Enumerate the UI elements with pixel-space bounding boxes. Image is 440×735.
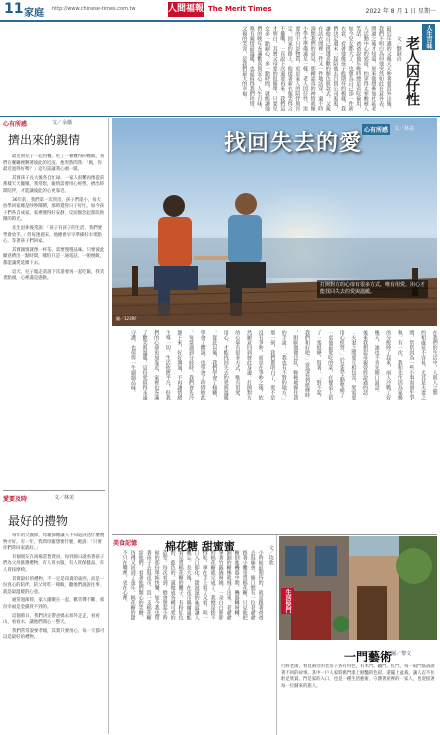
text-column: 幾天，誰也不肯先開口說話。 <box>373 330 380 395</box>
text-column: 了一張紙條，寫著：「對不起， <box>315 330 322 400</box>
column-divider <box>276 535 277 735</box>
column-tag: 人生百味 <box>422 24 435 50</box>
paragraph: 這個節日，我們決定帶爸媽去郊外走走，看看山，看看水，讓他們開心一整天。 <box>3 613 100 626</box>
article-title: 棉花糖 甜蜜蜜 <box>165 540 235 553</box>
paragraph: 通常過節時，家人團聚在一起，歡笑聲不斷，那份幸福是金錢買不到的。 <box>3 598 105 610</box>
text-column: 候的那份單純快樂。如今我也帶 <box>153 550 160 620</box>
text-column: 問過之後才知道，原來他想參加社區老 <box>370 26 377 111</box>
text-column: 。每當遇到分歧時，我們會先冷 <box>187 330 194 400</box>
text-column: 用心，才能找回失去的愛與溫暖 <box>222 330 229 400</box>
paragraph: 其實親情就像一杯茶，需要慢慢品味。只要彼此願意擠出一點時間，哪怕只是一通電話、一頓便飯，都能讓愛延續下去。 <box>3 247 105 266</box>
text-column: 。從此以後，我們學會了傾聽， <box>211 330 218 400</box>
text-column: 最近年邁的父親天天吵著要買外出服， <box>385 26 392 111</box>
text-column: 父親的笑容，是我們最大的幸福。 <box>241 26 248 101</box>
paragraph: 其實最好的禮物，不一定是昂貴的東西，而是一份真心的陪伴。陪父母吃一頓飯，聽他們說說往事，就是最溫暖的心意。 <box>3 576 105 595</box>
text-column: 小時候最期待的，就是跟著爸爸 <box>257 550 264 620</box>
article-author: 文／林美 <box>54 495 75 501</box>
paragraph: 其實孩子長大後各自忙碌，一家人很難再像從前那樣天天團聚。我常想，親情需要用心經營，擠出時間陪伴，才能讓彼此的心更靠近。 <box>3 175 105 194</box>
text-column: 在我們的生活中，人與人之間 <box>431 330 438 395</box>
text-column: 那一刻，我們都明白了，愛不是 <box>269 330 276 400</box>
text-column: 拿著竹籤繞呀繞，一朵白白胖胖 <box>217 550 224 620</box>
text-column: 守護，也值得一生細細品味。 <box>129 330 136 395</box>
text-column: 去逛廟會。廟口總有一位老爺爺 <box>249 550 256 620</box>
text-column: 要的不只是物質，更是家人的陪伴與肯 <box>294 26 301 111</box>
text-column: 女多一點耐心，多一點時間，就能讓他 <box>263 26 270 111</box>
divider <box>0 116 440 117</box>
column-tag: 生活快門 <box>281 588 294 614</box>
paragraph: 最近與兒子一起用餐，吃了一頓難得的晚飯。我們在餐廳裡聊著彼此的近況，他突然問我：「媽，你最近過得好嗎？」這句話讓我心頭一暖。 <box>3 154 105 173</box>
column-tag: 愛要及時 <box>3 496 28 503</box>
text-column: 才明白，其實父母要的很簡單，只要兒 <box>271 26 278 111</box>
article-body <box>3 154 105 479</box>
text-column: 的分配吵了起來，兩人冷戰了好 <box>385 330 392 400</box>
newspaper-logo: 人間福報 <box>168 2 204 17</box>
text-column: 衣裳。看著他像孩子般期待的模樣，我 <box>339 26 346 111</box>
text-column: 在試衣間裡一件又一件地試穿，還不時 <box>317 26 324 111</box>
text-column: 看見賣棉花糖的攤子，有粉紅色 <box>177 550 184 620</box>
feature-title: 找回失去的愛 <box>224 130 363 156</box>
text-column: ，眼眶微微泛紅，輕輕地握住我 <box>292 330 299 400</box>
text-column: 們決定週末一起陪他去百貨公司逛逛， <box>332 26 339 111</box>
text-column: 的相處並不容易，尤其是夫妻之 <box>419 330 426 400</box>
text-column: 定。回家的路上，他提著新衣服笑得合 <box>286 26 293 111</box>
text-column: 唯有親情最溫暖，也最值得我們珍惜。 <box>248 26 255 111</box>
text-column: 間，常常因為一些小事而發生爭 <box>408 330 415 400</box>
text-column: 的、藍色的，還做成各種可愛的 <box>169 550 176 620</box>
text-column: 了歡笑與溫暖，這份愛值得永遠 <box>141 330 148 400</box>
photo-credit: 圖／123RF <box>116 316 137 321</box>
text-column: 讓他自己挑選喜歡的顏色與款式。父親 <box>324 26 331 111</box>
text-column: 執。有一次，我和先生因為家務 <box>396 330 403 400</box>
website-url[interactable]: http://www.chinese-times.com.tw <box>52 6 136 12</box>
old-street-image <box>279 536 437 640</box>
text-column: 不只在嘴裡，更在心裡。 <box>121 550 128 605</box>
door-article-title: 一門藝術 <box>344 650 393 664</box>
door-article-author: 文圖／黎文 <box>386 651 412 657</box>
article-title: 最好的禮物 <box>8 514 69 528</box>
article-body <box>3 533 105 731</box>
paragraph: 這天，兒子臨走前說下次還要再一起吃飯，我笑著點頭，心裡滿是感動。 <box>3 269 105 282</box>
feature-photo <box>112 118 437 326</box>
page-number: 11 <box>4 1 24 17</box>
text-column: 主導一切。生活依舊平凡，但我 <box>164 330 171 400</box>
door-photo <box>279 536 437 640</box>
article-author: 文／余薇 <box>52 120 73 126</box>
column-tag: 美食記憶 <box>113 540 138 547</box>
article-title: 擠出來的親情 <box>8 133 81 147</box>
text-column: 然願意回到彼此身邊。打開對方 <box>245 330 252 400</box>
paragraph: 先生退休後常說：「孩子有孩子的生活，我們要學會放手。」但每逢週末，他總會早早準備好水果點心，等著孩子們回家。 <box>3 225 103 245</box>
text-column: 笑話。爸爸說他年輕時總是省吃儉用， <box>355 26 362 111</box>
paragraph: 36年前，我們第一次買房，孩子們還小，每天放學回家總是吵吵鬧鬧，那時覺得日子好忙。如今孩子們各自成家，家裡變得好安靜，反而懷念起那段熱鬧的時光。 <box>3 197 104 223</box>
text-column: 推著小攤車賣棉花糖，只見他把 <box>241 550 248 620</box>
issue-date: 2022 年 8 月 1 日 星期一 <box>365 8 436 15</box>
text-column: 細細的糖絲就飛了出來。老爺爺 <box>225 550 232 620</box>
text-column: 的心扉有很多方式，唯有用愛、 <box>234 330 241 400</box>
page-header <box>0 0 440 22</box>
paragraph: 每年的父親節，母親節總讓人不知道該送什麼禮物才好。有一年，我問母親想要什麼，她說：「只要你們常回家就好。」 <box>3 533 105 552</box>
text-column: 不攏嘴，一直說下次還要再來。我們這 <box>279 26 286 111</box>
photo-caption: 打開對方的心扉有很多方式，唯有用愛、用心才能找回失去的愛與溫暖。 <box>317 280 428 298</box>
newspaper-logo-en: The Merit Times <box>208 5 272 13</box>
column-divider <box>108 118 109 734</box>
door-article-body: 行經老街，看見兩旁的老房子各有特色，有木門、鐵門、紅門，每一扇門都訴說著不同的故事。其中一戶人家將舊門漆上鮮豔的色彩，還擺上盆栽，讓人忍不住駐足欣賞。門是家的入口，也是一種生活藝術，守護著屋裡的一家人，也迎接著每一位歸來的旅人。 <box>281 664 435 689</box>
text-column: 學會了體諒，也學會了珍惜彼此 <box>199 330 206 400</box>
text-column: 我們和好吧。」當他看到紙條時 <box>303 330 310 398</box>
divider <box>112 534 437 535</box>
paragraph: 我們常常說要孝順，其實只要用心，每一天都可以是最好的禮物。 <box>3 628 105 641</box>
text-column: 糖倒進機器中間，機器轉呀轉， <box>233 550 240 620</box>
text-column: 造型。每次看到，總會想起小時 <box>161 550 168 620</box>
text-column: 用心經營。」於是我主動準備了 <box>338 330 345 398</box>
text-column: 一桌他最愛吃的菜，在餐桌上留 <box>327 330 334 400</box>
text-column: 們的心卻更加靠近，家裡也充滿 <box>153 330 160 400</box>
paragraph: 有個朋友在商場當售貨員，每到節日就看著孩子們為父母挑選禮物，有人買衣服，有人買保健品，有人買按摩椅。 <box>3 554 105 573</box>
text-column: 著孩子去逛夜市，買一支棉花糖 <box>145 550 152 620</box>
text-column: 彷彿又回到了童年。棉花糖的甜 <box>129 550 136 620</box>
text-column: 口入口即化，甜滋滋的味道讓人 <box>193 550 200 620</box>
text-column: 的棉花糖就完成了。我總是捨不 <box>209 550 216 620</box>
text-column: 得吃，拿在手上看了又看，咬一 <box>201 550 208 620</box>
article-title: 老人因仔性 <box>404 36 420 106</box>
text-column: 給他們，看著他們開心的笑臉， <box>137 550 144 620</box>
text-column: 詢問我們的意見，那種認真的神情就像 <box>309 26 316 111</box>
text-column: 後來我想起母親曾經說過的話： <box>361 330 368 400</box>
article-author: 文／玫欣 <box>267 545 274 565</box>
section-name: 家庭 <box>24 8 44 19</box>
text-column: 難忘。長大後，在夜市偶爾還能 <box>185 550 192 620</box>
article-author: 文／劉淑貞 <box>395 36 402 61</box>
column-tag: 心有所感 <box>3 121 28 128</box>
article-author: 文／林美 <box>394 126 415 132</box>
divider <box>3 490 105 491</box>
text-column: 「夫妻之間要互相包容，愛需要 <box>350 330 357 400</box>
text-column: 沒有爭吵，而是在爭吵之後，依 <box>257 330 264 400</box>
text-column: 靜下來，好好溝通，不再讓情緒 <box>176 330 183 400</box>
text-column: 們的晚年充滿歡喜與安心。人生百味， <box>256 26 263 111</box>
text-column: 人活動中心的郊遊，怕穿得太寒酸被人 <box>362 26 369 111</box>
text-column: 我們不明白為何他突然如此在意外表， <box>377 26 384 111</box>
column-tag: 心有所感 <box>362 124 390 135</box>
text-column: 的手說：「我也有不對的地方。」 <box>280 330 287 403</box>
text-column: 如今兒女都大了，也想為自己添一件新 <box>347 26 354 111</box>
text-column: 小學生準備遠足一樣。老人因仔性，需 <box>301 26 308 111</box>
